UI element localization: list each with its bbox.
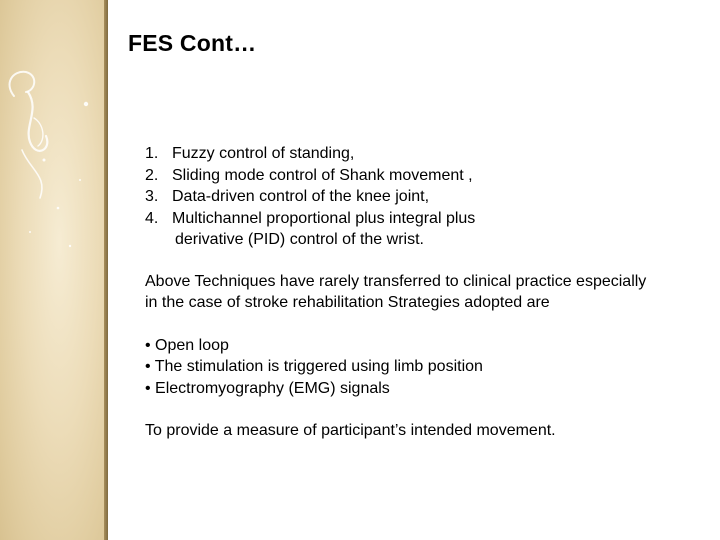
list-item-text: Sliding mode control of Shank movement , (172, 166, 473, 184)
list-number: 4. (145, 209, 159, 227)
list-item-continuation: derivative (PID) control of the wrist. (175, 231, 424, 248)
list-number: 2. (145, 166, 159, 184)
slide-body (145, 143, 720, 442)
sidebar-border (104, 0, 108, 540)
list-item-text: Multichannel proportional plus integral plus (172, 209, 476, 227)
numbered-list (145, 143, 720, 229)
paragraph-line: Above Techniques have rarely transferred to clinical practice especially (145, 272, 647, 290)
list-item (145, 186, 720, 208)
list-number: 1. (145, 145, 159, 162)
decorative-sidebar (0, 0, 108, 540)
bullet-item: • Open loop (145, 336, 229, 354)
list-item (145, 208, 720, 230)
list-item (145, 143, 720, 165)
list-item (145, 165, 720, 187)
paragraph-line: in the case of stroke rehabilitation Strategies adopted are (145, 294, 550, 311)
techniques-paragraph (145, 271, 720, 314)
slide-title: FES Cont… (128, 30, 257, 56)
strategy-bullets (145, 335, 720, 400)
list-item-text: Fuzzy control of standing, (172, 145, 355, 162)
swirl-ornament-icon (0, 0, 108, 540)
list-number: 3. (145, 188, 159, 205)
bullet-item: • The stimulation is triggered using limb position (145, 358, 483, 375)
closing-line: To provide a measure of participant’s intended movement. (145, 422, 556, 439)
list-item-text: Data-driven control of the knee joint, (172, 188, 430, 205)
bullet-item: • Electromyography (EMG) signals (145, 379, 390, 397)
